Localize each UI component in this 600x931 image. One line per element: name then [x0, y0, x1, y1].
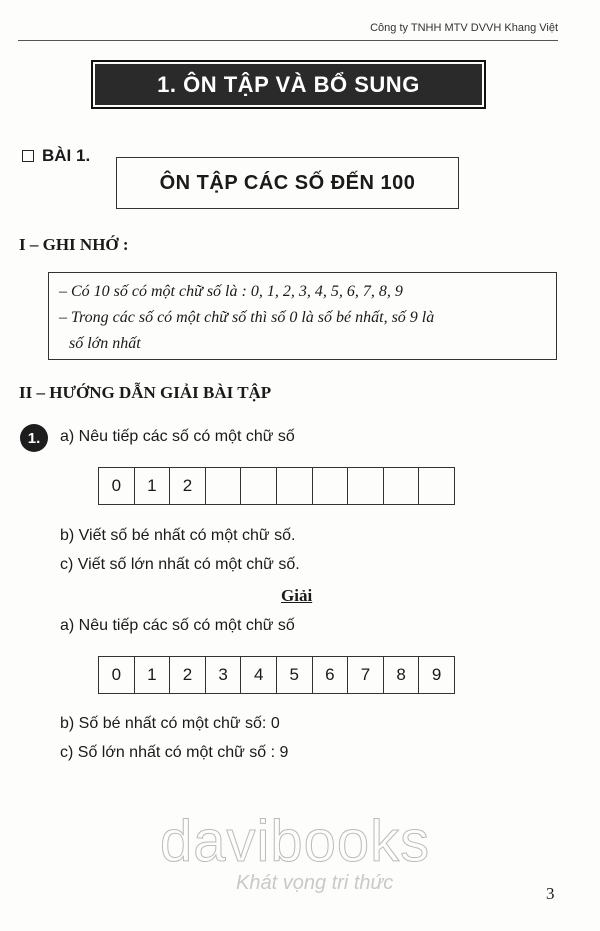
number-cell: 0: [99, 657, 135, 693]
number-cell: 6: [313, 657, 349, 693]
exercise-part-b: b) Viết số bé nhất có một chữ số.: [60, 527, 296, 544]
number-cell: [313, 468, 349, 504]
memo-heading: I – GHI NHỚ :: [19, 235, 129, 254]
publisher-header: Công ty TNHH MTV DVVH Khang Việt: [370, 22, 558, 34]
number-cell: 0: [99, 468, 135, 504]
chapter-title-box: [91, 60, 486, 109]
lesson-title: ÔN TẬP CÁC SỐ ĐẾN 100: [159, 171, 416, 194]
number-cell: 5: [277, 657, 313, 693]
number-cell: [348, 468, 384, 504]
number-cell: [384, 468, 420, 504]
exercise-part-c: c) Viết số lớn nhất có một chữ số.: [60, 556, 300, 573]
lesson-label: [22, 146, 90, 166]
watermark-tagline: Khát vọng tri thức: [236, 872, 394, 894]
question-number-row: [98, 467, 455, 505]
solution-label: Giải: [281, 586, 313, 605]
number-cell: 2: [170, 468, 206, 504]
answer-number-row: [98, 656, 455, 694]
number-cell: 1: [135, 657, 171, 693]
page-number: 3: [546, 884, 555, 903]
number-cell: [277, 468, 313, 504]
checkbox-square-icon: [22, 150, 34, 162]
guide-heading: II – HƯỚNG DẪN GIẢI BÀI TẬP: [19, 383, 272, 402]
number-cell: 2: [170, 657, 206, 693]
solution-part-c: c) Số lớn nhất có một chữ số : 9: [60, 744, 289, 761]
number-cell: [241, 468, 277, 504]
number-cell: 7: [348, 657, 384, 693]
lesson-title-box: [116, 157, 459, 209]
header-divider: [18, 40, 558, 41]
lesson-number: BÀI 1.: [42, 146, 91, 165]
exercise-number-badge: 1.: [20, 424, 48, 452]
number-cell: 3: [206, 657, 242, 693]
memo-line: số lớn nhất: [69, 335, 141, 352]
chapter-title: 1. ÔN TẬP VÀ BỔ SUNG: [157, 71, 420, 97]
memo-line: – Có 10 số có một chữ số là : 0, 1, 2, 3, 4, 5, 6, 7, 8, 9: [59, 283, 403, 300]
memo-box: [48, 272, 557, 360]
number-cell: 9: [419, 657, 455, 693]
number-cell: [419, 468, 455, 504]
number-cell: [206, 468, 242, 504]
exercise-part-a: a) Nêu tiếp các số có một chữ số: [60, 428, 295, 445]
number-cell: 1: [135, 468, 171, 504]
watermark-logo: davibooks: [160, 809, 431, 874]
solution-part-a: a) Nêu tiếp các số có một chữ số: [60, 617, 295, 634]
number-cell: 4: [241, 657, 277, 693]
solution-part-b: b) Số bé nhất có một chữ số: 0: [60, 715, 280, 732]
memo-line: – Trong các số có một chữ số thì số 0 là số bé nhất, số 9 là: [59, 309, 435, 326]
number-cell: 8: [384, 657, 420, 693]
